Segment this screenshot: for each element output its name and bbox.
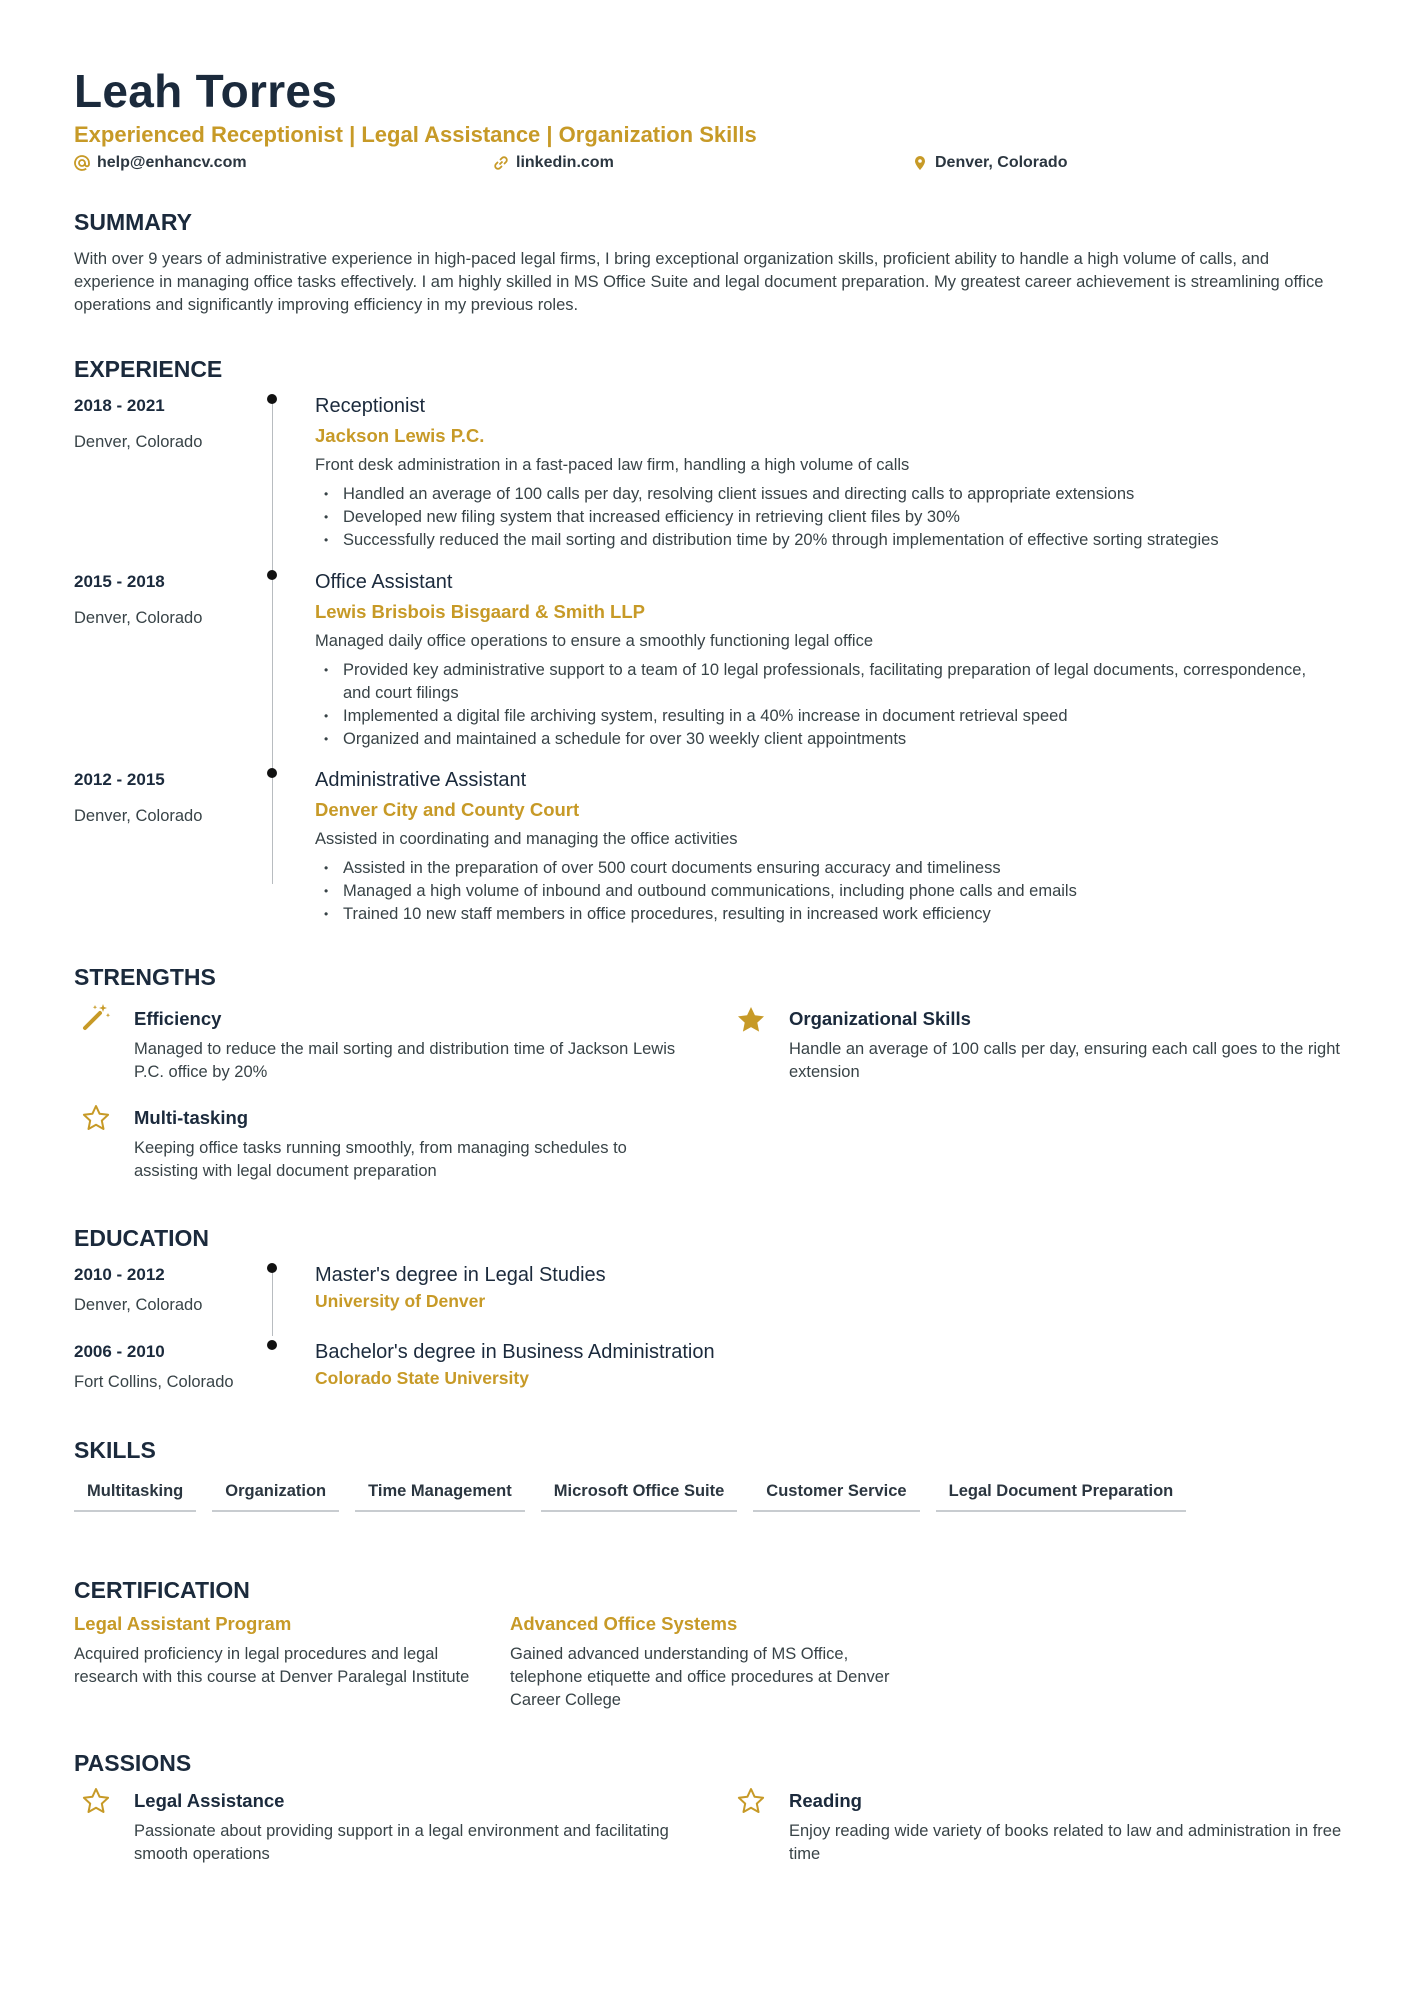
location-text: Denver, Colorado <box>935 154 1068 171</box>
passion-title: Legal Assistance <box>134 1790 285 1811</box>
strength-title: Efficiency <box>134 1008 222 1029</box>
contact-location <box>912 154 1067 172</box>
star-outline-icon <box>81 1103 111 1133</box>
timeline-dot <box>267 570 277 580</box>
passion-description: Passionate about providing support in a legal environment and facilitating smooth operations <box>134 1822 669 1863</box>
job-company: Lewis Brisbois Bisgaard & Smith LLP <box>315 601 645 622</box>
star-outline-icon <box>81 1786 111 1816</box>
job-description: Managed daily office operations to ensure a smoothly functioning legal office <box>315 632 873 650</box>
linkedin-text: linkedin.com <box>516 154 614 171</box>
job-dates: 2015 - 2018 <box>74 572 165 591</box>
job-bullet: • Provided key administrative support to a team of 10 legal professionals, facilitating preparation of legal documents, correspondence, and court filings <box>315 659 1325 705</box>
passion-description: Enjoy reading wide variety of books related to law and administration in free time <box>789 1822 1342 1863</box>
strength-description: Managed to reduce the mail sorting and distribution time of Jackson Lewis P.C. office by 20% <box>134 1040 676 1081</box>
certification-title: Legal Assistant Program <box>74 1613 292 1634</box>
contact-email[interactable] <box>74 154 247 172</box>
summary-text: With over 9 years of administrative experience in high-paced legal firms, I bring exceptional organization skills, proficient ability to handle a high volume of calls, and experience in managing office tasks effectively. I am highly skilled in MS Office Suite and legal document preparation. My greatest career achievement is streamlining office operations and significantly improving efficiency in my previous roles. <box>74 250 1324 314</box>
job-description: Assisted in coordinating and managing the office activities <box>315 830 738 848</box>
job-bullet: • Implemented a digital file archiving system, resulting in a 40% increase in document retrieval speed <box>315 705 1325 728</box>
candidate-title: Experienced Receptionist | Legal Assistance | Organization Skills <box>74 122 757 147</box>
certification-description: Gained advanced understanding of MS Office, telephone etiquette and office procedures at Denver Career College <box>510 1645 890 1709</box>
education-school: Colorado State University <box>315 1368 529 1388</box>
job-bullets <box>315 857 1325 926</box>
summary-heading: SUMMARY <box>74 209 192 235</box>
location-pin-icon <box>912 155 928 171</box>
strength-title: Multi-tasking <box>134 1107 249 1128</box>
job-company: Denver City and County Court <box>315 799 580 820</box>
job-bullet: • Developed new filing system that increased efficiency in retrieving client files by 30% <box>315 506 1325 529</box>
education-location: Fort Collins, Colorado <box>74 1373 234 1391</box>
star-outline-icon <box>736 1786 766 1816</box>
skill-tag: Microsoft Office Suite <box>541 1478 738 1512</box>
education-dates: 2010 - 2012 <box>74 1265 165 1284</box>
passions-heading: PASSIONS <box>74 1750 192 1776</box>
job-location: Denver, Colorado <box>74 609 203 627</box>
certification-heading: CERTIFICATION <box>74 1577 250 1603</box>
job-bullets <box>315 483 1325 552</box>
contact-linkedin[interactable] <box>493 154 614 172</box>
skill-tag: Time Management <box>355 1478 525 1512</box>
skill-tag: Multitasking <box>74 1478 196 1512</box>
job-description: Front desk administration in a fast-paced law firm, handling a high volume of calls <box>315 456 910 474</box>
education-school: University of Denver <box>315 1291 486 1311</box>
job-bullet: • Handled an average of 100 calls per day, resolving client issues and directing calls to appropriate extensions <box>315 483 1325 506</box>
timeline-dot <box>267 768 277 778</box>
magic-wand-icon <box>81 1002 111 1032</box>
education-dates: 2006 - 2010 <box>74 1342 165 1361</box>
skill-tag: Organization <box>212 1478 339 1512</box>
strengths-heading: STRENGTHS <box>74 964 216 990</box>
timeline-dot <box>267 1263 277 1273</box>
job-dates: 2018 - 2021 <box>74 396 165 415</box>
experience-heading: EXPERIENCE <box>74 356 223 382</box>
job-role: Administrative Assistant <box>315 769 527 791</box>
skills-list <box>74 1478 1186 1512</box>
strength-description: Handle an average of 100 calls per day, ensuring each call goes to the right extension <box>789 1040 1340 1081</box>
job-role: Receptionist <box>315 395 426 417</box>
job-dates: 2012 - 2015 <box>74 770 165 789</box>
job-bullet: • Managed a high volume of inbound and outbound communications, including phone calls and emails <box>315 880 1325 903</box>
timeline-dot <box>267 394 277 404</box>
education-degree: Bachelor's degree in Business Administration <box>315 1341 715 1363</box>
star-filled-icon <box>736 1005 766 1035</box>
skill-tag: Legal Document Preparation <box>936 1478 1187 1512</box>
job-company: Jackson Lewis P.C. <box>315 425 485 446</box>
job-bullet: • Successfully reduced the mail sorting and distribution time by 20% through implementation of effective sorting strategies <box>315 529 1325 552</box>
timeline-dot <box>267 1340 277 1350</box>
job-location: Denver, Colorado <box>74 807 203 825</box>
at-icon <box>74 155 90 171</box>
strength-description: Keeping office tasks running smoothly, from managing schedules to assisting with legal document preparation <box>134 1139 627 1180</box>
experience-timeline-line <box>272 399 273 884</box>
email-text: help@enhancv.com <box>97 154 247 171</box>
certification-title: Advanced Office Systems <box>510 1613 738 1634</box>
job-bullet: • Organized and maintained a schedule for over 30 weekly client appointments <box>315 728 1325 751</box>
job-location: Denver, Colorado <box>74 433 203 451</box>
strength-title: Organizational Skills <box>789 1008 971 1029</box>
link-icon <box>493 155 509 171</box>
job-role: Office Assistant <box>315 571 453 593</box>
skill-tag: Customer Service <box>753 1478 919 1512</box>
candidate-name: Leah Torres <box>74 65 338 117</box>
certification-description: Acquired proficiency in legal procedures and legal research with this course at Denver Paralegal Institute <box>74 1645 470 1686</box>
education-location: Denver, Colorado <box>74 1296 203 1314</box>
job-bullet: • Trained 10 new staff members in office procedures, resulting in increased work efficiency <box>315 903 1325 926</box>
skills-heading: SKILLS <box>74 1437 156 1463</box>
education-degree: Master's degree in Legal Studies <box>315 1264 606 1286</box>
education-heading: EDUCATION <box>74 1225 210 1251</box>
education-timeline-line <box>272 1268 273 1336</box>
passion-title: Reading <box>789 1790 862 1811</box>
job-bullet: • Assisted in the preparation of over 500 court documents ensuring accuracy and timeliness <box>315 857 1325 880</box>
job-bullets <box>315 659 1325 751</box>
